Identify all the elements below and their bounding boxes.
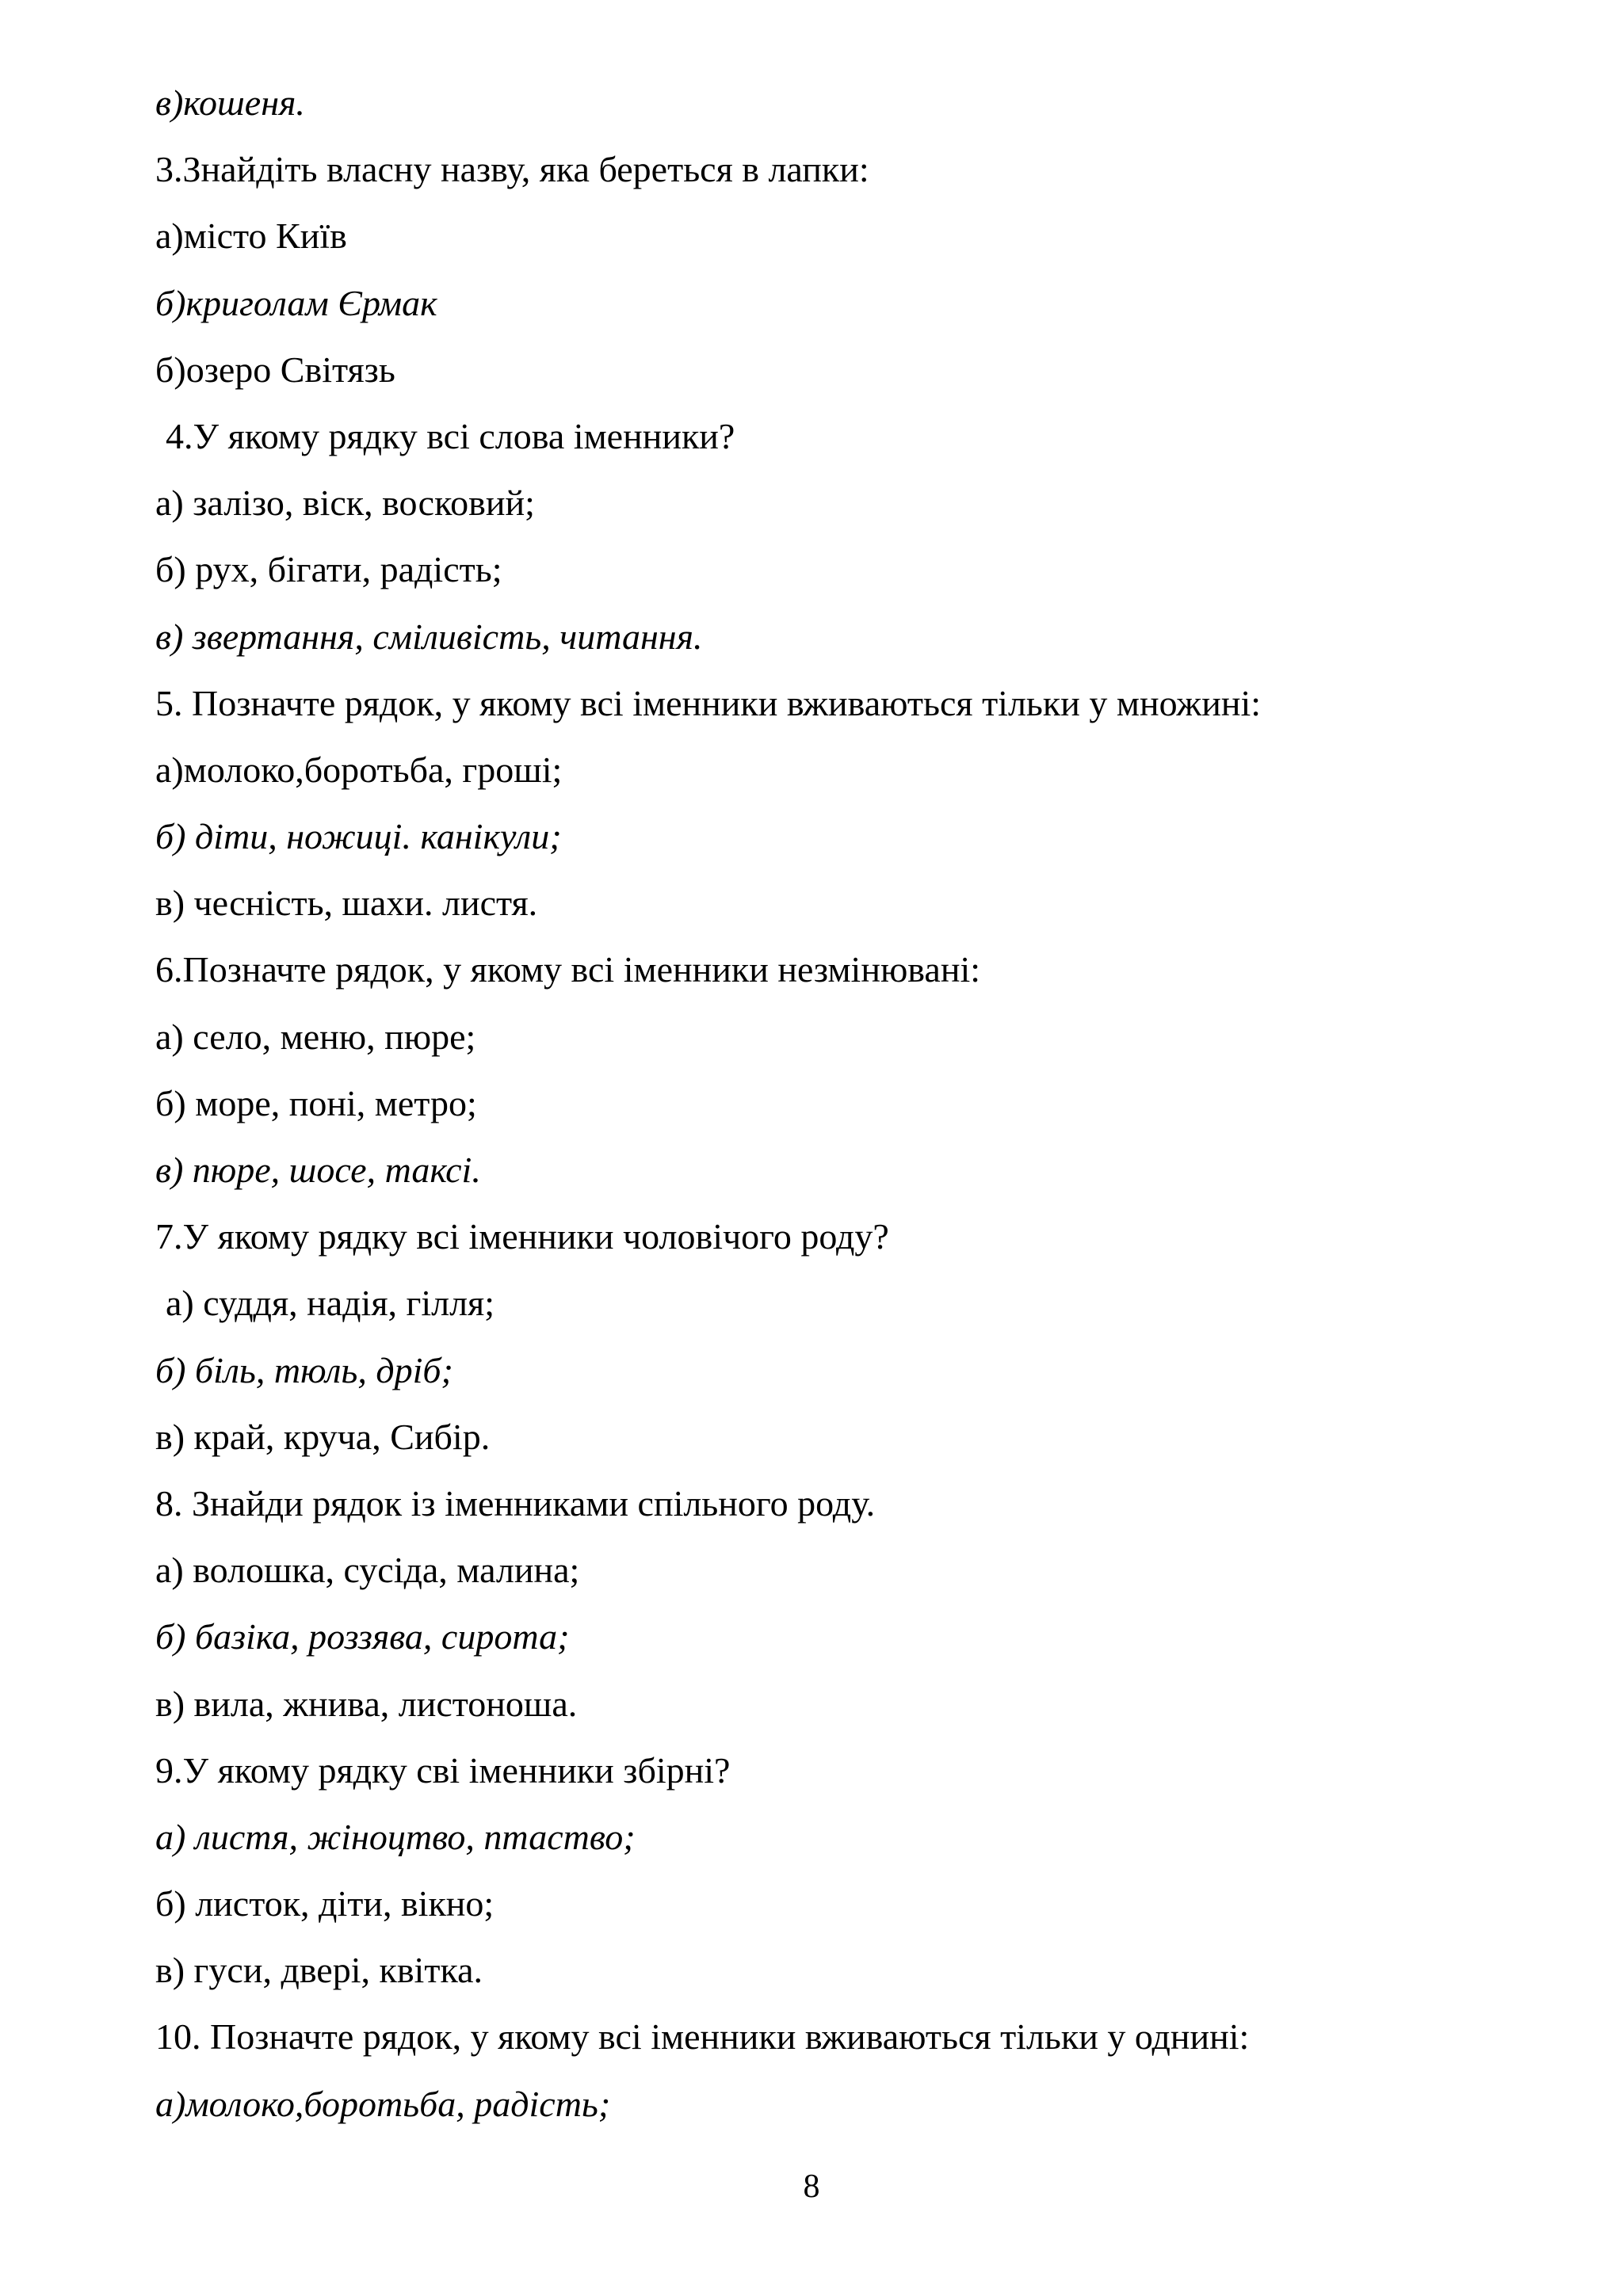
text-lines [155, 78, 1503, 2145]
text-line: 7.У якому рядку всі іменники чоловічого роду? [155, 1216, 889, 1257]
answer-line-highlighted: а)молоко,боротьба, радість; [155, 2083, 611, 2124]
answer-line-highlighted: в) пюре, шосе, таксі. [155, 1150, 481, 1190]
text-line: 8. Знайди рядок із іменниками спільного роду. [155, 1482, 876, 1524]
text-line: 5. Позначте рядок, у якому всі іменники вживаються тільки у множині: [155, 682, 1262, 723]
answer-line-highlighted: а) листя, жіноцтво, птаство; [155, 1816, 636, 1857]
answer-line-highlighted: в) звертання, сміливість, читання. [155, 616, 703, 657]
answer-line-highlighted: б)криголам Єрмак [155, 282, 437, 323]
page-number: 8 [803, 2168, 820, 2205]
text-line: а) суддя, надія, гілля; [166, 1283, 495, 1324]
text-line: а) село, меню, пюре; [155, 1016, 476, 1057]
text-line: а) залізо, віск, восковий; [155, 482, 535, 524]
answer-line-highlighted: в)кошеня. [155, 82, 305, 123]
answer-line-highlighted: б) діти, ножиці. канікули; [155, 816, 562, 857]
text-line: а)місто Київ [155, 215, 347, 257]
text-line: а) волошка, сусіда, малина; [155, 1550, 580, 1591]
text-line: в) край, круча, Сибір. [155, 1416, 491, 1457]
text-line: 6.Позначте рядок, у якому всі іменники незмінювані: [155, 949, 981, 990]
answer-line-highlighted: б) базіка, роззява, сирота; [155, 1616, 570, 1657]
text-line: в) гуси, двері, квітка. [155, 1950, 483, 1991]
text-line: 3.Знайдіть власну назву, яка береться в лапки: [155, 149, 869, 190]
text-line: в) чесність, шахи. листя. [155, 883, 538, 924]
text-line: б) листок, діти, вікно; [155, 1883, 495, 1924]
text-line: 9.У якому рядку сві іменники збірні? [155, 1749, 731, 1791]
text-line: 4.У якому рядку всі слова іменники? [166, 415, 735, 456]
text-line: а)молоко,боротьба, гроші; [155, 749, 563, 790]
text-line: 10. Позначте рядок, у якому всі іменники вживаються тільки у однині: [155, 2016, 1250, 2058]
text-line: б) рух, бігати, радість; [155, 549, 502, 590]
answer-line-highlighted: б) біль, тюль, дріб; [155, 1349, 453, 1390]
text-line: б) море, поні, метро; [155, 1082, 477, 1123]
text-line: в) вила, жнива, листоноша. [155, 1683, 578, 1724]
text-line: б)озеро Світязь [155, 349, 395, 390]
